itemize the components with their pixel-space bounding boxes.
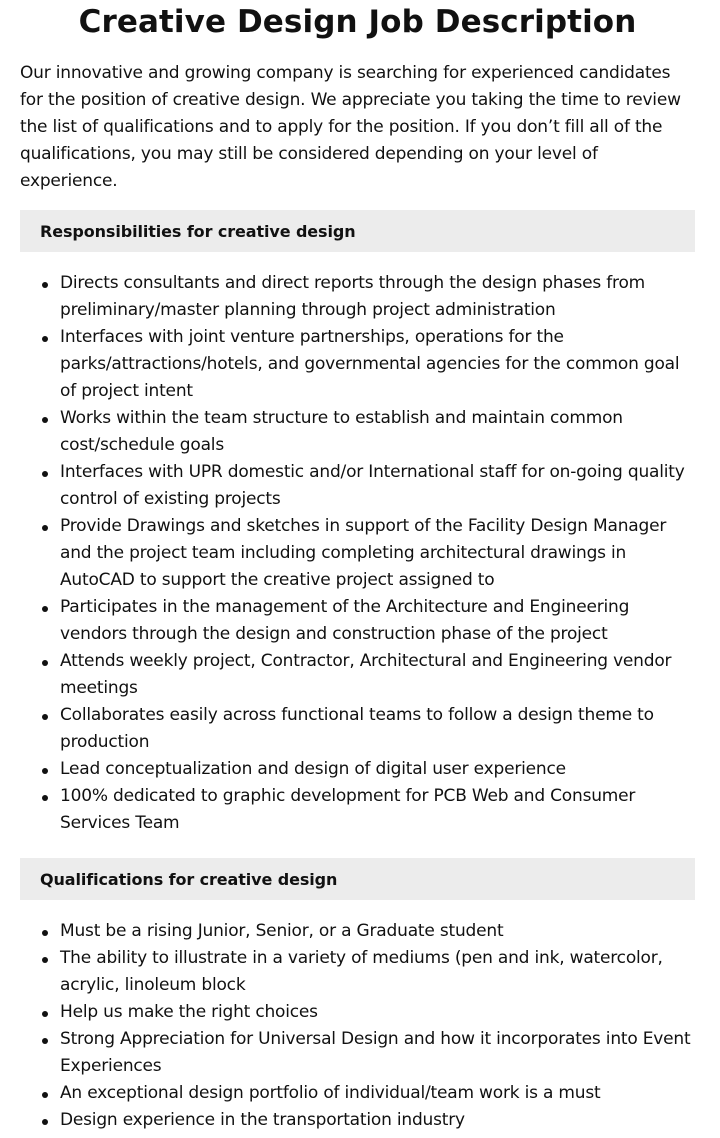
list-item: Interfaces with joint venture partnerships, operations for the parks/attractions/hotels, and governmental agencies for the common goal of project intent: [20, 324, 695, 405]
list-item: Strong Appreciation for Universal Design and how it incorporates into Event Experiences: [20, 1026, 695, 1080]
responsibilities-list: [20, 270, 695, 837]
list-item: Must be a rising Junior, Senior, or a Graduate student: [20, 918, 695, 945]
list-item: Provide Drawings and sketches in support of the Facility Design Manager and the project team including completing architectural drawings in AutoCAD to support the creative project assigned to: [20, 513, 695, 594]
page-title: Creative Design Job Description: [78, 4, 637, 40]
list-item: Directs consultants and direct reports through the design phases from preliminary/master planning through project administration: [20, 270, 695, 324]
qualifications-list: [20, 918, 695, 1134]
list-item: Design experience in the transportation industry: [20, 1107, 695, 1134]
list-item: Participates in the management of the Architecture and Engineering vendors through the design and construction phase of the project: [20, 594, 695, 648]
list-item: An exceptional design portfolio of individual/team work is a must: [20, 1080, 695, 1107]
intro-paragraph: Our innovative and growing company is searching for experienced candidates for the position of creative design. We appreciate you taking the time to review the list of qualifications and to apply for the position. If you don’t fill all of the qualifications, you may still be considered depending on your level of experience.: [20, 63, 681, 191]
list-item: Works within the team structure to establish and maintain common cost/schedule goals: [20, 405, 695, 459]
list-item: Collaborates easily across functional teams to follow a design theme to production: [20, 702, 695, 756]
list-item: Lead conceptualization and design of digital user experience: [20, 756, 695, 783]
list-item: The ability to illustrate in a variety of mediums (pen and ink, watercolor, acrylic, linoleum block: [20, 945, 695, 999]
job-description-page: [20, 0, 695, 1134]
list-item: Help us make the right choices: [20, 999, 695, 1026]
responsibilities-heading: Responsibilities for creative design: [20, 210, 695, 252]
list-item: Attends weekly project, Contractor, Architectural and Engineering vendor meetings: [20, 648, 695, 702]
qualifications-heading: Qualifications for creative design: [20, 858, 695, 900]
list-item: 100% dedicated to graphic development for PCB Web and Consumer Services Team: [20, 783, 695, 837]
list-item: Interfaces with UPR domestic and/or International staff for on-going quality control of existing projects: [20, 459, 695, 513]
